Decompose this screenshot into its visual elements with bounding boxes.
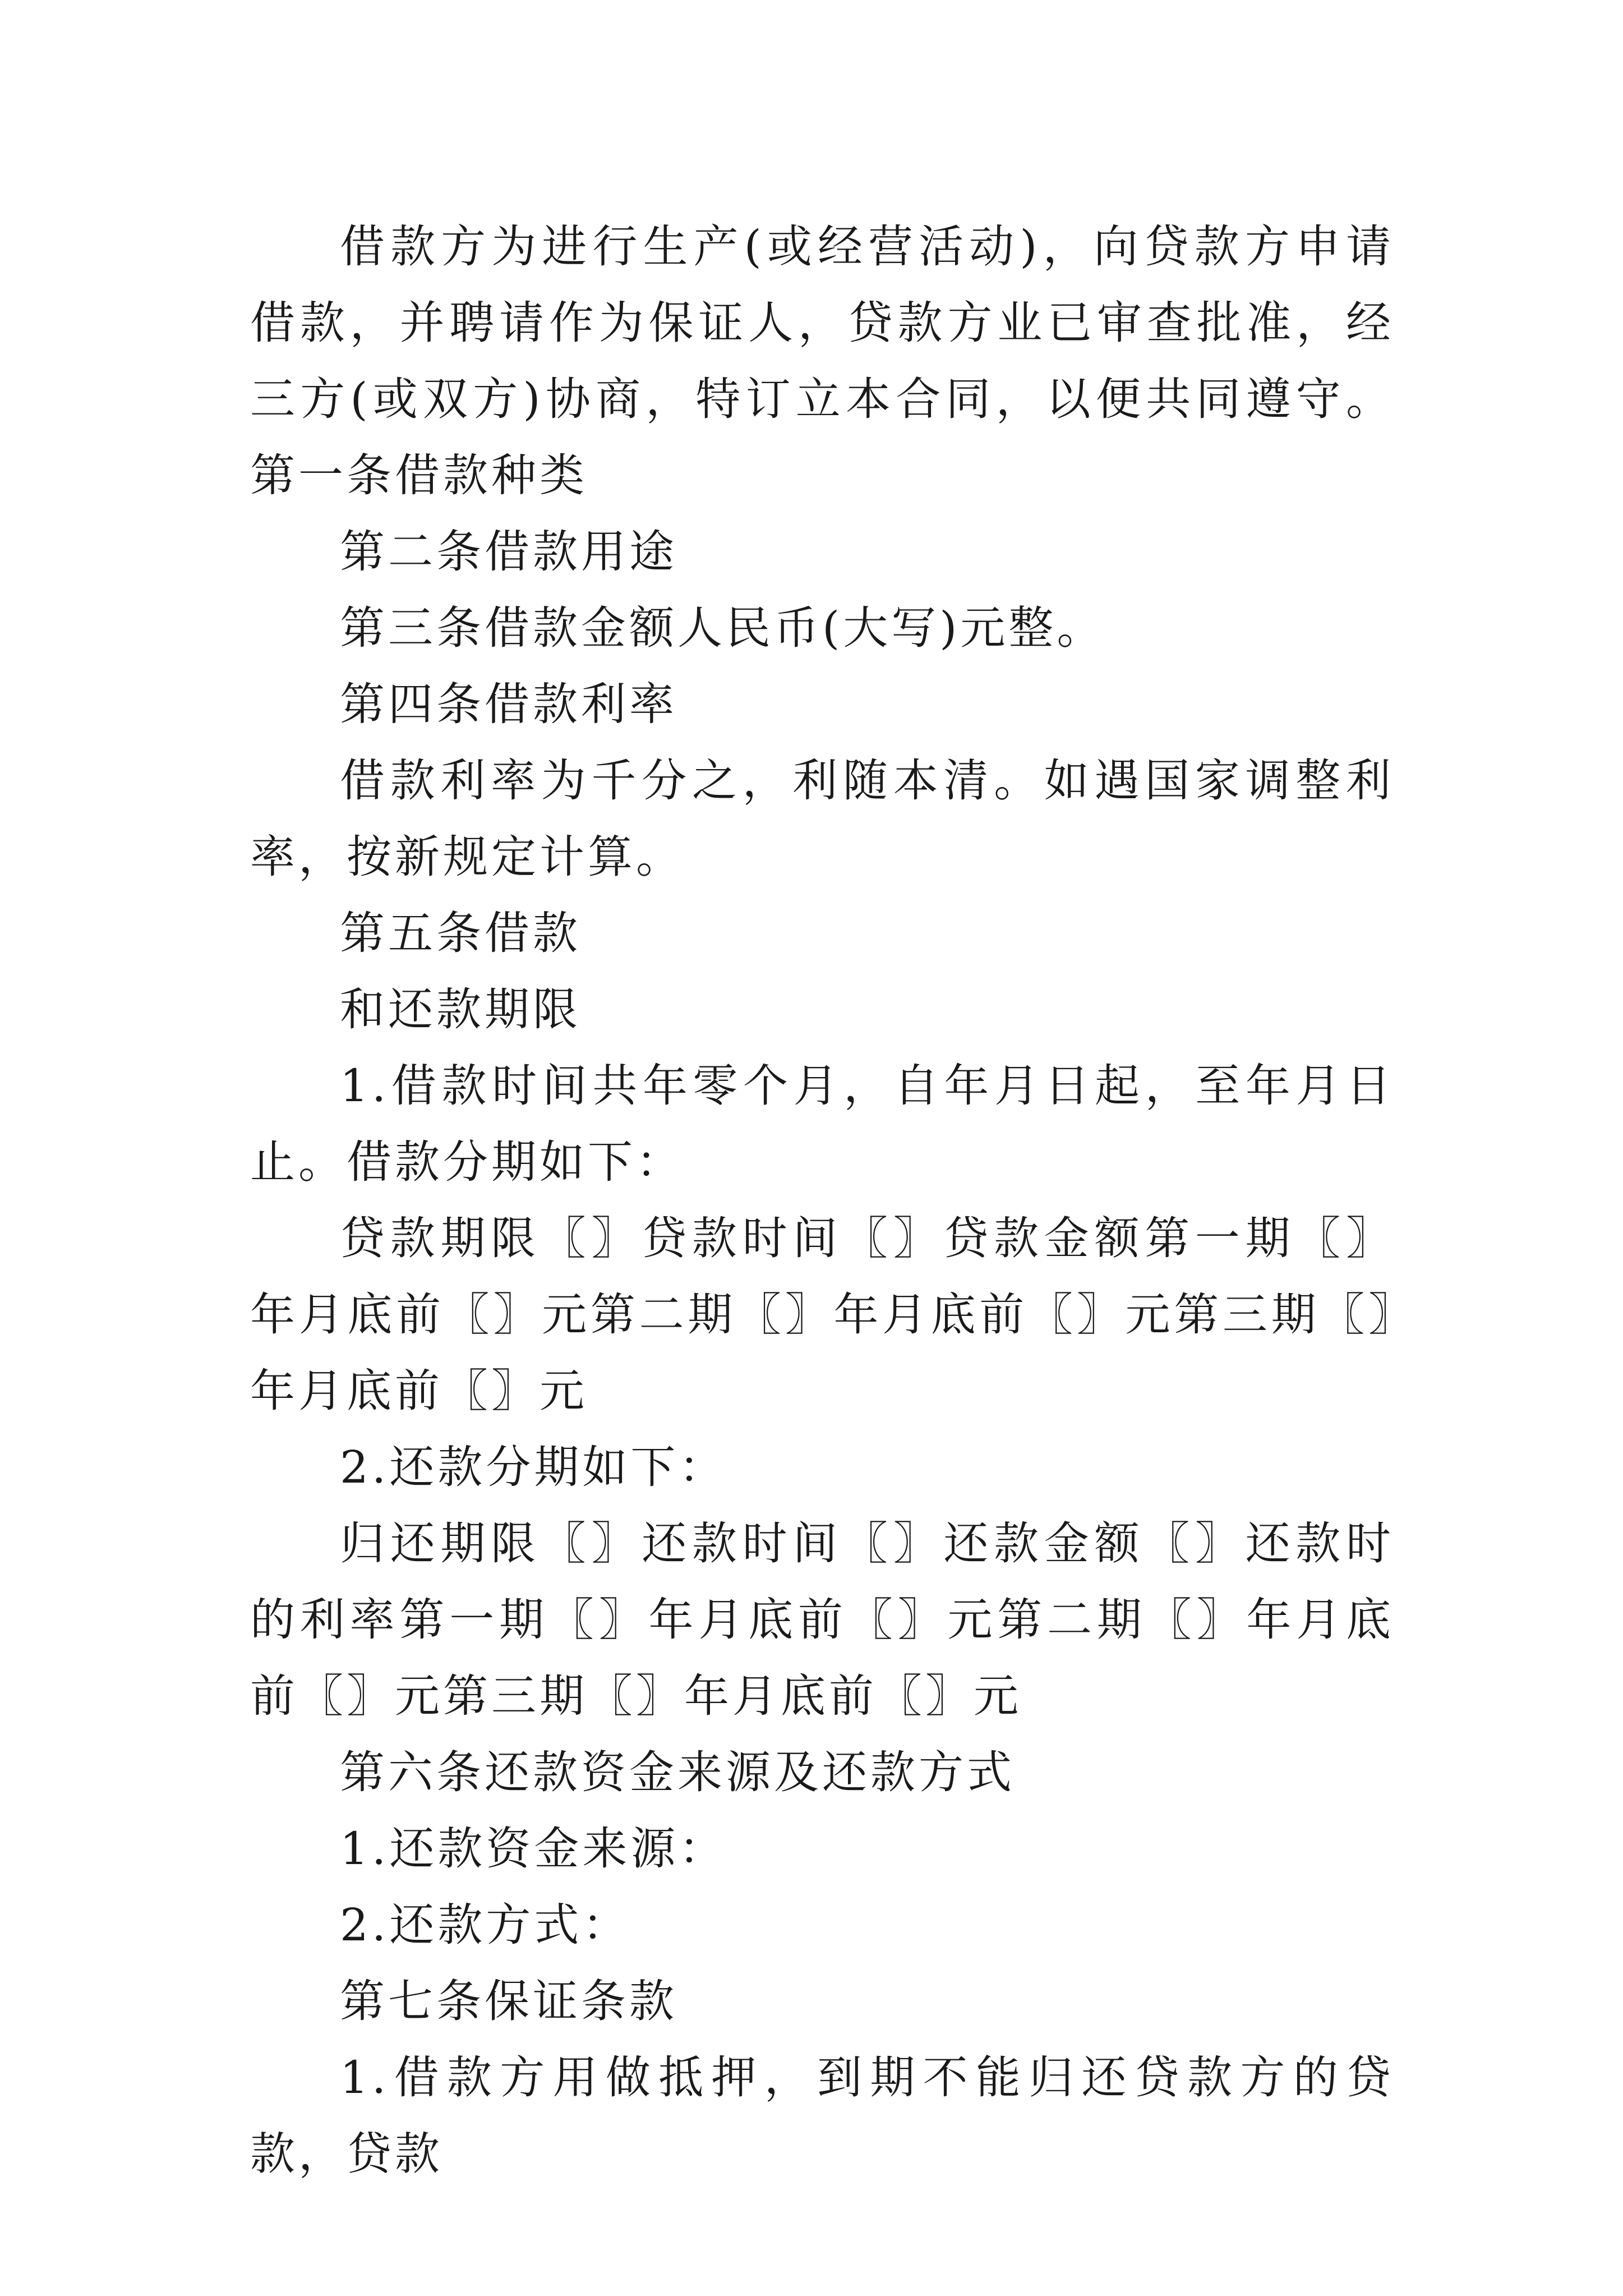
paragraph-article-7: 第七条保证条款 [340,1975,677,2027]
paragraph-loan-schedule: 贷款期限〖〗贷款时间〖〗贷款金额第一期〖〗年月底前〖〗元第二期〖〗年月底前〖〗元第三期〖〗年月底前〖〗元 [250,1212,1394,1417]
paragraph-article-2: 第二条借款用途 [340,526,677,578]
paragraph-repayment-method: 2.还款方式： [340,1899,631,1951]
paragraph-article-4: 第四条借款利率 [340,678,677,730]
paragraph-intro: 借款方为进行生产(或经营活动)，向贷款方申请借款，并聘请作为保证人，贷款方业已审查批准，经三方(或双方)协商，特订立本合同，以便共同遵守。第一条借款种类 [250,220,1394,501]
paragraph-collateral: 1.借款方用做抵押，到期不能归还贷款方的贷款，贷款 [250,2051,1394,2180]
document-body [250,209,1394,2192]
paragraph-article-3: 第三条借款金额人民币(大写)元整。 [340,602,1105,654]
paragraph-article-5-cont: 和还款期限 [340,983,581,1036]
paragraph-loan-period: 1.借款时间共年零个月，自年月日起，至年月日止。借款分期如下： [250,1060,1394,1188]
paragraph-article-6: 第六条还款资金来源及还款方式 [340,1746,1015,1798]
paragraph-interest-rate: 借款利率为千分之，利随本清。如遇国家调整利率，按新规定计算。 [250,754,1394,883]
paragraph-repayment-heading: 2.还款分期如下： [340,1441,727,1493]
paragraph-fund-source: 1.还款资金来源： [340,1823,727,1875]
paragraph-article-5: 第五条借款 [340,907,581,959]
paragraph-repayment-schedule: 归还期限〖〗还款时间〖〗还款金额〖〗还款时的利率第一期〖〗年月底前〖〗元第二期〖〗年月底前〖〗元第三期〖〗年月底前〖〗元 [250,1517,1394,1722]
